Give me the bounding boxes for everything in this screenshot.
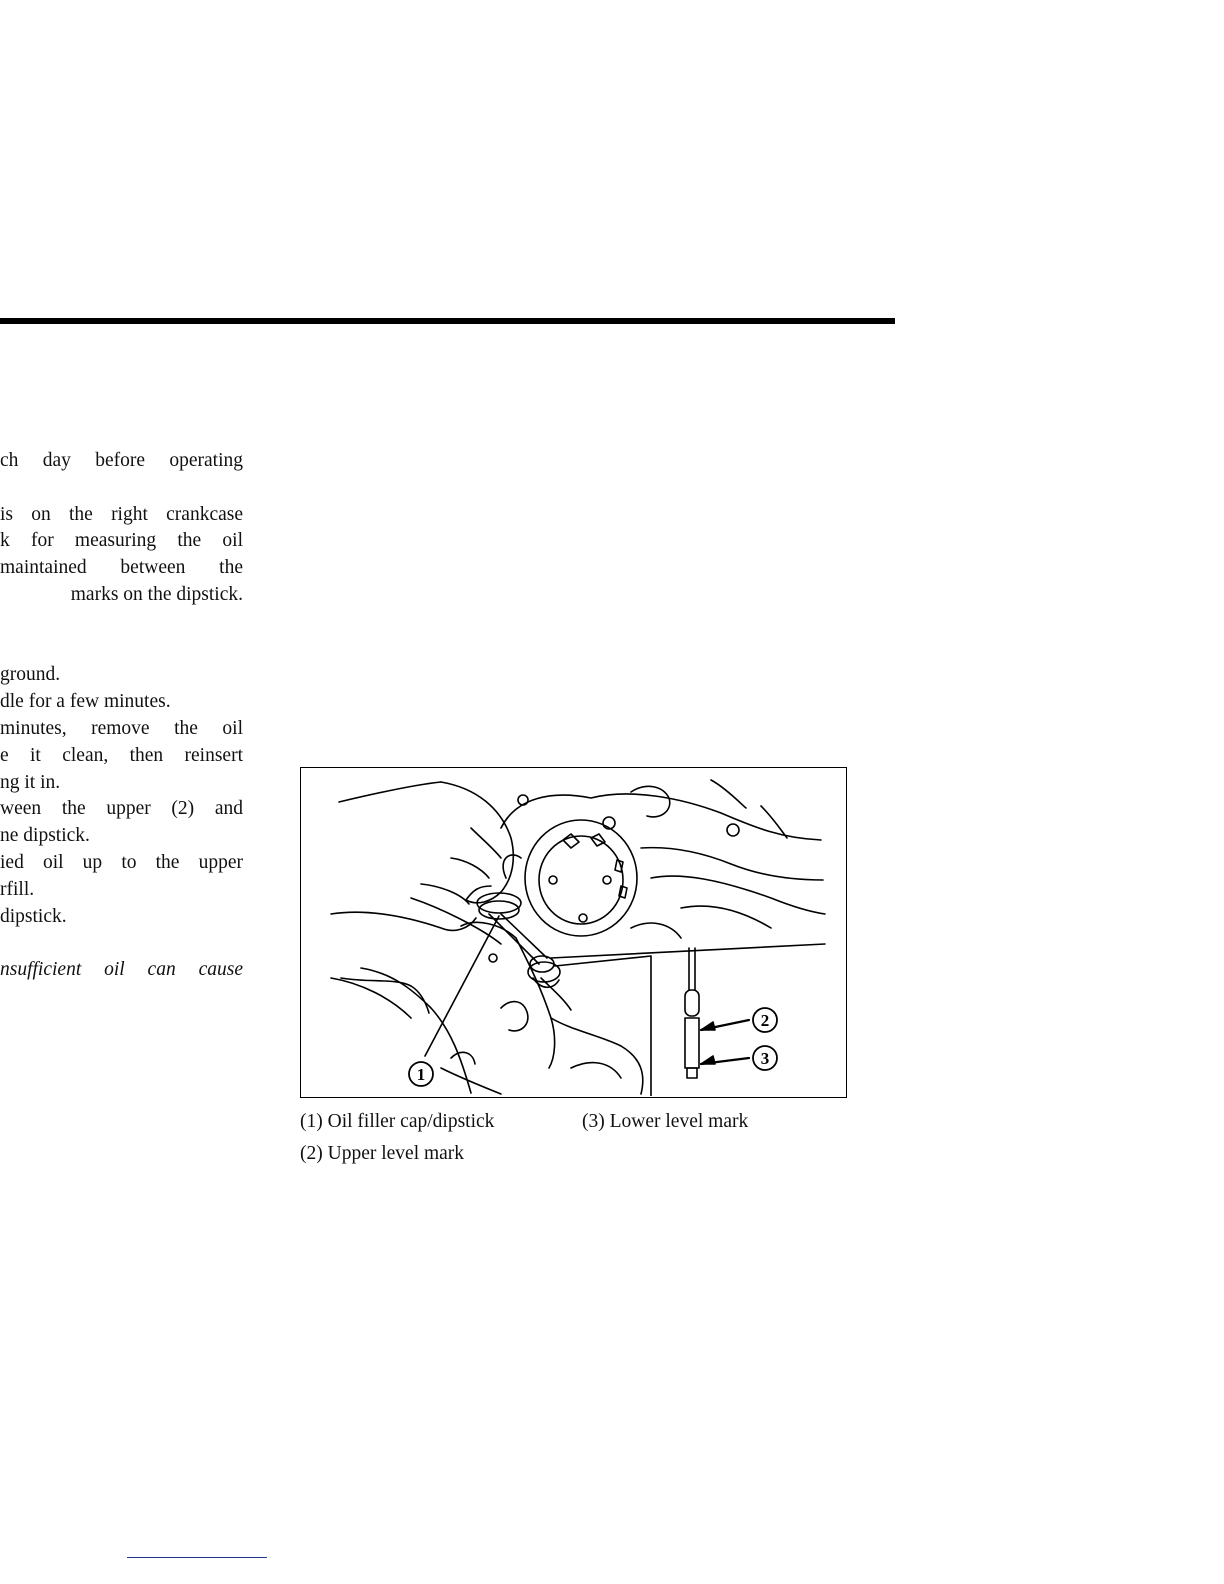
callout-2-label: 2 [760, 1011, 770, 1030]
header-rule [0, 318, 895, 324]
left-column-text [0, 448, 243, 984]
callout-1-label: 1 [416, 1065, 426, 1084]
text-line: k for measuring the oil [0, 530, 243, 552]
step-line: ne dipstick. [0, 825, 90, 847]
step-line: ween the upper (2) and [0, 798, 243, 820]
step-line: dipstick. [0, 905, 67, 927]
text-line: marks on the dipstick. [70, 583, 243, 605]
engine-drawing [331, 780, 825, 1094]
callout-2 [753, 1008, 777, 1032]
caption-item-1: (1) Oil filler cap/dipstick [300, 1111, 495, 1132]
step-line: ied oil up to the upper [0, 851, 243, 873]
callout-3-label: 3 [760, 1049, 770, 1068]
dipstick-inset [551, 944, 825, 1096]
step-line: dle for a few minutes. [0, 691, 171, 713]
figure-caption [300, 1106, 860, 1170]
oil-dipstick-illustration [300, 767, 847, 1098]
text-line: maintained between the [0, 557, 243, 579]
note-line: nsufficient oil can cause [0, 959, 243, 981]
step-line: ground. [0, 664, 61, 686]
callout-3 [753, 1046, 777, 1070]
step-line: e it clean, then reinsert [0, 744, 243, 766]
step-line: ng it in. [0, 771, 61, 793]
text-line: ch day before operating [0, 450, 243, 471]
callout-1 [409, 1062, 433, 1086]
leader-lines [425, 916, 749, 1064]
step-line: minutes, remove the oil [0, 717, 243, 739]
caption-item-2: (2) Upper level mark [300, 1143, 465, 1164]
hand-drawing [331, 782, 513, 1013]
caption-item-3: (3) Lower level mark [582, 1111, 749, 1132]
footer-rule [127, 1557, 267, 1558]
step-line: rfill. [0, 878, 35, 900]
text-line: is on the right crankcase [0, 503, 243, 525]
